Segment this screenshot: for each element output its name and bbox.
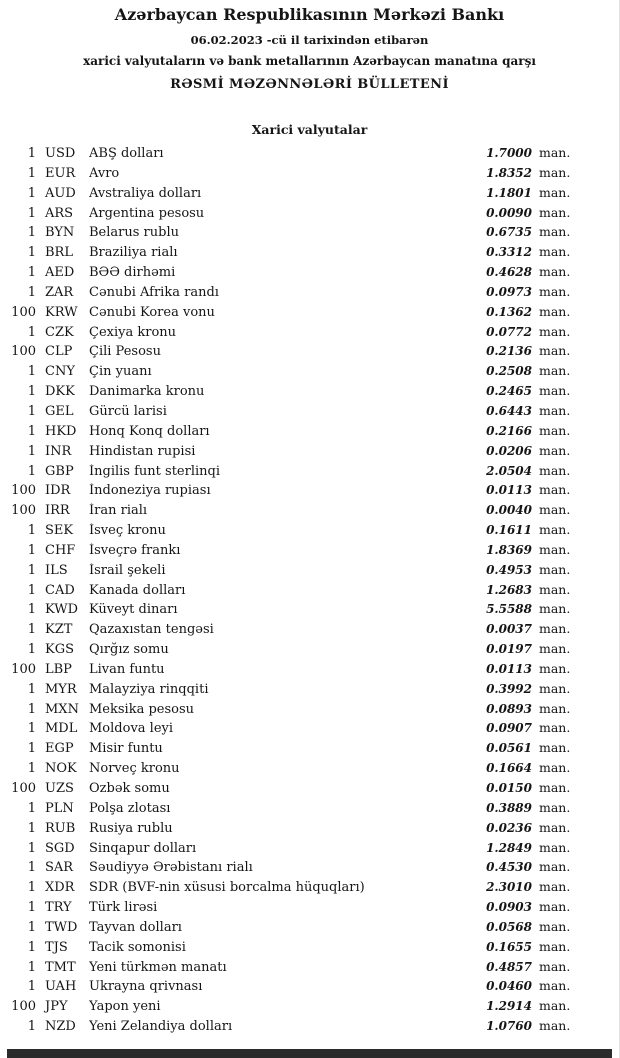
row-currency-code: EUR <box>45 165 76 181</box>
table-row <box>6 859 575 879</box>
row-currency-name: İngilis funt sterlinqi <box>89 463 220 479</box>
row-currency-name: Tayvan dolları <box>89 919 182 935</box>
row-quantity: 1 <box>27 225 36 241</box>
row-currency-name: Çili Pesosu <box>89 344 161 360</box>
row-currency-code: KWD <box>45 602 79 618</box>
table-row <box>6 463 575 483</box>
table-row <box>6 264 575 284</box>
row-quantity: 1 <box>27 403 36 419</box>
row-unit-label: man. <box>539 918 571 934</box>
row-currency-code: MYR <box>45 681 77 697</box>
row-quantity: 1 <box>27 939 36 955</box>
row-unit-label: man. <box>539 899 571 915</box>
row-unit-label: man. <box>539 581 571 597</box>
row-rate: 1.2849 <box>486 840 532 855</box>
table-row <box>6 522 575 542</box>
row-rate: 0.6735 <box>486 225 532 240</box>
row-currency-code: DKK <box>45 384 75 400</box>
row-currency-name: Malayziya rinqqiti <box>89 681 209 697</box>
row-currency-name: Misir funtu <box>89 741 163 757</box>
row-unit-label: man. <box>539 720 571 736</box>
row-currency-name: Yeni türkmən manatı <box>89 959 227 975</box>
row-unit-label: man. <box>539 660 571 676</box>
table-row <box>6 145 575 165</box>
row-quantity: 1 <box>27 900 36 916</box>
table-row <box>6 443 575 463</box>
row-unit-label: man. <box>539 740 571 756</box>
row-quantity: 100 <box>11 661 36 677</box>
row-quantity: 1 <box>27 542 36 558</box>
row-currency-code: BRL <box>45 245 73 261</box>
row-currency-code: IDR <box>45 483 71 499</box>
row-currency-name: BƏƏ dirhəmi <box>89 265 176 281</box>
row-currency-name: Gürcü larisi <box>89 403 167 419</box>
table-row <box>6 343 575 363</box>
row-unit-label: man. <box>539 799 571 815</box>
table-row <box>6 284 575 304</box>
row-quantity: 1 <box>27 423 36 439</box>
row-unit-label: man. <box>539 303 571 319</box>
row-currency-code: LBP <box>45 661 72 677</box>
row-quantity: 1 <box>27 642 36 658</box>
row-unit-label: man. <box>539 283 571 299</box>
table-row <box>6 879 575 899</box>
row-rate: 0.1362 <box>486 304 532 319</box>
table-row <box>6 502 575 522</box>
row-rate: 5.5588 <box>486 602 532 617</box>
row-currency-name: Sinqapur dolları <box>89 840 197 856</box>
table-row <box>6 641 575 661</box>
bulletin-subtitle: xarici valyutaların və bank metallarının Azərbaycan manatına qarşı <box>83 54 536 68</box>
row-unit-label: man. <box>539 244 571 260</box>
row-rate: 0.0460 <box>486 979 532 994</box>
row-currency-code: KZT <box>45 622 73 638</box>
row-rate: 0.0973 <box>486 284 532 299</box>
row-unit-label: man. <box>539 859 571 875</box>
row-unit-label: man. <box>539 601 571 617</box>
row-currency-name: Özbək somu <box>89 781 170 796</box>
row-currency-code: TRY <box>45 900 72 916</box>
row-rate: 0.2465 <box>486 384 532 399</box>
row-currency-code: NOK <box>45 761 77 777</box>
row-currency-name: Cənubi Korea vonu <box>89 304 215 320</box>
table-row <box>6 383 575 403</box>
row-unit-label: man. <box>539 978 571 994</box>
row-unit-label: man. <box>539 522 571 538</box>
row-quantity: 1 <box>27 1019 36 1035</box>
row-unit-label: man. <box>539 482 571 498</box>
row-rate: 1.2683 <box>486 582 532 597</box>
table-row <box>6 959 575 979</box>
row-currency-code: NZD <box>45 1019 76 1035</box>
row-currency-code: KRW <box>45 304 78 320</box>
row-currency-code: MXN <box>45 701 79 717</box>
row-rate: 0.1655 <box>486 939 532 954</box>
row-rate: 1.7000 <box>486 146 532 160</box>
row-currency-code: HKD <box>45 423 77 439</box>
row-currency-code: SAR <box>45 860 74 876</box>
row-quantity: 1 <box>27 880 36 896</box>
table-row <box>6 403 575 423</box>
row-rate: 0.0040 <box>486 503 532 518</box>
row-quantity: 1 <box>27 146 36 161</box>
row-currency-name: Yapon yeni <box>89 999 161 1015</box>
row-quantity: 100 <box>11 781 36 796</box>
row-quantity: 1 <box>27 165 36 181</box>
row-quantity: 1 <box>27 840 36 856</box>
row-currency-name: İsrail şekeli <box>89 562 166 578</box>
row-unit-label: man. <box>539 164 571 180</box>
row-currency-code: CHF <box>45 542 76 558</box>
row-quantity: 1 <box>27 463 36 479</box>
row-rate: 0.6443 <box>486 403 532 418</box>
table-row <box>6 760 575 780</box>
row-currency-name: Kanada dolları <box>89 582 186 598</box>
row-unit-label: man. <box>539 363 571 379</box>
table-row <box>6 681 575 701</box>
row-quantity: 1 <box>27 622 36 638</box>
row-unit-label: man. <box>539 780 571 795</box>
table-row <box>6 621 575 641</box>
row-unit-label: man. <box>539 264 571 280</box>
table-row <box>6 1018 575 1038</box>
row-currency-name: Küveyt dinarı <box>89 602 178 618</box>
bank-title: Azərbaycan Respublikasının Mərkəzi Bankı <box>114 5 505 24</box>
row-rate: 1.0760 <box>486 1019 532 1034</box>
table-row <box>6 840 575 860</box>
row-rate: 0.2136 <box>486 344 532 359</box>
row-currency-code: KGS <box>45 642 75 658</box>
row-quantity: 1 <box>27 443 36 459</box>
row-currency-code: XDR <box>45 880 75 896</box>
row-quantity: 100 <box>11 304 36 320</box>
row-unit-label: man. <box>539 383 571 399</box>
row-currency-name: Çin yuanı <box>89 364 152 380</box>
row-currency-name: Livan funtu <box>89 661 165 677</box>
currency-rate-table <box>0 145 619 1038</box>
row-quantity: 100 <box>11 503 36 519</box>
row-currency-name: Səudiyyə Ərəbistanı rialı <box>89 860 253 876</box>
table-row <box>6 800 575 820</box>
row-currency-name: Honq Konq dolları <box>89 423 210 439</box>
row-quantity: 1 <box>27 820 36 836</box>
row-currency-code: TMT <box>45 959 76 975</box>
row-quantity: 1 <box>27 701 36 717</box>
row-currency-name: Qırğız somu <box>89 642 169 658</box>
row-rate: 0.2508 <box>486 364 532 379</box>
row-unit-label: man. <box>539 502 571 518</box>
row-quantity: 1 <box>27 364 36 380</box>
row-unit-label: man. <box>539 323 571 339</box>
row-unit-label: man. <box>539 641 571 657</box>
row-quantity: 1 <box>27 800 36 816</box>
table-row <box>6 423 575 443</box>
row-rate: 0.3889 <box>486 800 532 815</box>
row-currency-name: Belarus rublu <box>89 225 179 241</box>
row-currency-code: CZK <box>45 324 74 340</box>
row-currency-code: MDL <box>45 721 78 737</box>
row-currency-name: İsveç kronu <box>89 523 166 539</box>
row-quantity: 1 <box>27 384 36 400</box>
table-row <box>6 939 575 959</box>
row-currency-code: ZAR <box>45 284 74 300</box>
row-currency-name: Avro <box>89 165 120 181</box>
row-unit-label: man. <box>539 819 571 835</box>
row-currency-code: USD <box>45 146 76 161</box>
row-currency-name: Hindistan rupisi <box>89 443 196 459</box>
row-currency-name: SDR (BVF-nin xüsusi borcalma hüquqları) <box>89 880 365 896</box>
table-row <box>6 978 575 998</box>
row-currency-name: Yeni Zelandiya dolları <box>89 1019 233 1035</box>
row-unit-label: man. <box>539 700 571 716</box>
row-unit-label: man. <box>539 680 571 696</box>
table-row <box>6 820 575 840</box>
row-currency-code: UZS <box>45 781 74 796</box>
table-row <box>6 701 575 721</box>
row-rate: 1.1801 <box>486 185 532 200</box>
row-currency-name: İndoneziya rupiası <box>89 483 211 499</box>
bulletin-title: RƏSMİ MƏZƏNNƏLƏRİ BÜLLETENİ <box>170 77 449 92</box>
row-quantity: 1 <box>27 761 36 777</box>
table-row <box>6 482 575 502</box>
row-currency-code: CAD <box>45 582 75 598</box>
table-row <box>6 324 575 344</box>
row-currency-name: Argentina pesosu <box>89 205 205 221</box>
table-row <box>6 998 575 1018</box>
row-rate: 1.8352 <box>486 165 532 180</box>
row-quantity: 1 <box>27 721 36 737</box>
row-rate: 0.0113 <box>486 661 532 676</box>
row-currency-code: AED <box>45 265 75 281</box>
row-quantity: 1 <box>27 741 36 757</box>
row-currency-code: GEL <box>45 403 74 419</box>
row-quantity: 100 <box>11 483 36 499</box>
row-quantity: 1 <box>27 265 36 281</box>
row-rate: 1.2914 <box>486 999 532 1014</box>
table-row <box>6 224 575 244</box>
table-row <box>6 720 575 740</box>
table-row <box>6 899 575 919</box>
row-quantity: 1 <box>27 681 36 697</box>
row-currency-code: UAH <box>45 979 77 995</box>
table-row <box>6 542 575 562</box>
row-rate: 0.4628 <box>486 265 532 280</box>
row-currency-code: SEK <box>45 523 74 539</box>
row-rate: 0.0150 <box>486 781 532 795</box>
row-rate: 0.1664 <box>486 761 532 776</box>
row-unit-label: man. <box>539 462 571 478</box>
row-quantity: 100 <box>11 999 36 1015</box>
table-row <box>6 205 575 225</box>
row-unit-label: man. <box>539 938 571 954</box>
row-currency-code: ILS <box>45 562 68 578</box>
row-unit-label: man. <box>539 879 571 895</box>
row-quantity: 1 <box>27 324 36 340</box>
row-currency-code: TWD <box>45 919 78 935</box>
row-unit-label: man. <box>539 402 571 418</box>
row-currency-code: SGD <box>45 840 75 856</box>
row-rate: 0.4530 <box>486 860 532 875</box>
row-currency-name: Norveç kronu <box>89 761 180 777</box>
table-row <box>6 919 575 939</box>
row-unit-label: man. <box>539 343 571 359</box>
table-row <box>6 661 575 681</box>
row-rate: 0.3312 <box>486 245 532 260</box>
row-quantity: 1 <box>27 284 36 300</box>
row-currency-name: Tacik somonisi <box>89 939 186 955</box>
row-currency-code: CNY <box>45 364 75 380</box>
section-title-foreign-currencies: Xarici valyutalar <box>251 122 368 137</box>
row-currency-code: BYN <box>45 225 75 241</box>
row-rate: 2.0504 <box>486 463 532 478</box>
row-quantity: 100 <box>11 344 36 360</box>
row-currency-name: Polşa zlotası <box>89 800 171 816</box>
row-currency-name: Braziliya rialı <box>89 245 178 261</box>
row-quantity: 1 <box>27 205 36 221</box>
row-unit-label: man. <box>539 224 571 240</box>
row-currency-name: İsveçrə frankı <box>89 542 181 558</box>
row-rate: 0.0090 <box>486 205 532 220</box>
row-rate: 0.0568 <box>486 919 532 934</box>
row-rate: 0.0113 <box>486 483 532 498</box>
row-currency-name: Ukrayna qrivnası <box>89 979 203 995</box>
row-currency-name: İran rialı <box>89 503 148 519</box>
table-row <box>6 165 575 185</box>
row-rate: 0.0236 <box>486 820 532 835</box>
table-row <box>6 562 575 582</box>
row-unit-label: man. <box>539 541 571 557</box>
row-currency-code: JPY <box>45 999 68 1015</box>
row-quantity: 1 <box>27 523 36 539</box>
table-row <box>6 780 575 800</box>
row-currency-name: Cənubi Afrika randı <box>89 284 219 300</box>
row-unit-label: man. <box>539 442 571 458</box>
row-quantity: 1 <box>27 979 36 995</box>
row-currency-name: Çexiya kronu <box>89 324 177 340</box>
row-currency-name: Türk lirəsi <box>89 900 158 916</box>
row-rate: 0.0197 <box>486 642 532 657</box>
row-quantity: 1 <box>27 959 36 975</box>
row-rate: 0.4953 <box>486 562 532 577</box>
row-currency-code: PLN <box>45 800 74 816</box>
effective-date-line: 06.02.2023 -cü il tarixindən etibarən <box>190 33 429 47</box>
row-rate: 0.4857 <box>486 959 532 974</box>
row-rate: 0.0893 <box>486 701 532 716</box>
row-rate: 0.3992 <box>486 681 532 696</box>
row-currency-name: Moldova leyi <box>89 721 174 737</box>
row-unit-label: man. <box>539 422 571 438</box>
row-currency-name: ABŞ dolları <box>89 146 164 161</box>
row-rate: 0.0206 <box>486 443 532 458</box>
row-currency-name: Danimarka kronu <box>89 384 205 400</box>
table-row <box>6 601 575 621</box>
row-currency-name: Meksika pesosu <box>89 701 195 717</box>
row-unit-label: man. <box>539 621 571 637</box>
table-row <box>6 740 575 760</box>
table-row <box>6 304 575 324</box>
row-quantity: 1 <box>27 860 36 876</box>
row-currency-code: AUD <box>45 185 76 201</box>
row-rate: 0.2166 <box>486 423 532 438</box>
row-unit-label: man. <box>539 184 571 200</box>
row-unit-label: man. <box>539 145 571 160</box>
row-rate: 2.3010 <box>486 880 532 895</box>
table-row <box>6 185 575 205</box>
row-rate: 0.0907 <box>486 721 532 736</box>
table-row <box>6 582 575 602</box>
row-currency-name: Avstraliya dolları <box>89 185 202 201</box>
table-row <box>6 363 575 383</box>
row-quantity: 1 <box>27 562 36 578</box>
row-rate: 0.0561 <box>486 741 532 756</box>
row-unit-label: man. <box>539 561 571 577</box>
row-quantity: 1 <box>27 185 36 201</box>
row-quantity: 1 <box>27 919 36 935</box>
bottom-divider <box>7 1049 612 1058</box>
row-currency-code: INR <box>45 443 72 459</box>
row-currency-name: Rusiya rublu <box>89 820 173 836</box>
row-unit-label: man. <box>539 1018 571 1034</box>
row-currency-code: EGP <box>45 741 74 757</box>
row-rate: 0.0037 <box>486 622 532 637</box>
row-quantity: 1 <box>27 602 36 618</box>
row-quantity: 1 <box>27 582 36 598</box>
row-rate: 0.1611 <box>486 523 532 538</box>
row-unit-label: man. <box>539 760 571 776</box>
row-rate: 0.0903 <box>486 900 532 915</box>
row-rate: 1.8369 <box>486 542 532 557</box>
row-currency-code: TJS <box>45 939 68 955</box>
row-unit-label: man. <box>539 204 571 220</box>
row-unit-label: man. <box>539 998 571 1014</box>
row-rate: 0.0772 <box>486 324 532 339</box>
row-unit-label: man. <box>539 839 571 855</box>
row-currency-code: IRR <box>45 503 70 519</box>
table-row <box>6 244 575 264</box>
row-currency-code: RUB <box>45 820 76 836</box>
row-unit-label: man. <box>539 958 571 974</box>
row-currency-name: Qazaxıstan tengəsi <box>89 622 214 638</box>
row-currency-code: ARS <box>45 205 74 221</box>
row-quantity: 1 <box>27 245 36 261</box>
row-currency-code: GBP <box>45 463 74 479</box>
row-currency-code: CLP <box>45 344 73 360</box>
